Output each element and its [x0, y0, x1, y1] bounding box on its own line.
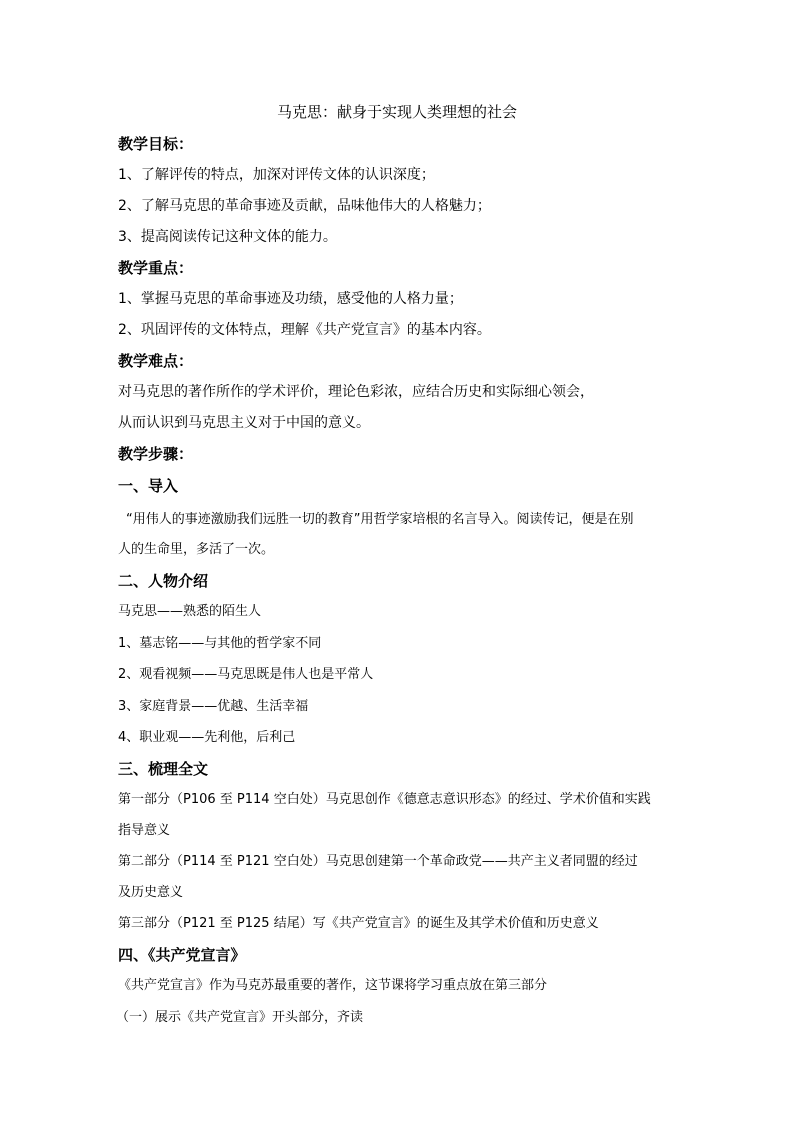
section4-heading: 四、《共产党宣言》: [118, 946, 246, 964]
section3-item: 指导意义: [118, 823, 171, 838]
difficulties-heading: 教学难点：: [118, 352, 194, 370]
section1-text: “用伟人的事迹激励我们远胜一切的教育”用哲学家培根的名言导入。阅读传记，便是在别: [126, 512, 634, 527]
section2-item: 马克思——熟悉的陌生人: [118, 604, 262, 619]
section3-heading: 三、梳理全文: [118, 760, 209, 778]
objectives-heading: 教学目标：: [118, 135, 194, 153]
section3-item: 第一部分（P106 至 P114 空白处）马克思创作《德意志意识形态》的经过、学术价值和实践: [118, 792, 651, 807]
key-point-item: 2、巩固评传的文体特点，理解《共产党宣言》的基本内容。: [118, 322, 491, 338]
section2-item: 1、墓志铭——与其他的哲学家不同: [118, 636, 322, 651]
objective-item: 1、了解评传的特点，加深对评传文体的认识深度；: [118, 167, 435, 183]
section2-item: 4、职业观——先利他，后利己: [118, 730, 296, 745]
section4-item: （一）展示《共产党宣言》开头部分，齐读: [116, 1010, 364, 1025]
section1-heading: 一、导入: [118, 477, 179, 495]
difficulty-text: 从而认识到马克思主义对于中国的意义。: [118, 415, 370, 431]
objective-item: 2、了解马克思的革命事迹及贡献，品味他伟大的人格魅力；: [118, 198, 491, 214]
key-point-item: 1、掌握马克思的革命事迹及功绩，感受他的人格力量；: [118, 291, 463, 307]
section2-item: 3、家庭背景——优越、生活幸福: [118, 699, 309, 714]
steps-heading: 教学步骤：: [118, 445, 194, 463]
section4-item: 《共产党宣言》作为马克苏最重要的著作，这节课将学习重点放在第三部分: [118, 978, 548, 993]
section3-item: 及历史意义: [118, 885, 184, 900]
key-points-heading: 教学重点：: [118, 259, 194, 277]
section2-item: 2、观看视频——马克思既是伟人也是平常人: [118, 667, 374, 682]
objective-item: 3、提高阅读传记这种文体的能力。: [118, 229, 337, 245]
section1-text: 人的生命里，多活了一次。: [118, 542, 275, 557]
difficulty-text: 对马克思的著作所作的学术评价，理论色彩浓，应结合历史和实际细心领会，: [118, 384, 594, 400]
section3-item: 第三部分（P121 至 P125 结尾）写《共产党宣言》的诞生及其学术价值和历史意义: [118, 916, 599, 931]
section2-heading: 二、人物介绍: [118, 572, 209, 590]
section3-item: 第二部分（P114 至 P121 空白处）马克思创建第一个革命政党——共产主义者同盟的经过: [118, 854, 638, 869]
document-title: 马克思：献身于实现人类理想的社会: [276, 103, 517, 121]
